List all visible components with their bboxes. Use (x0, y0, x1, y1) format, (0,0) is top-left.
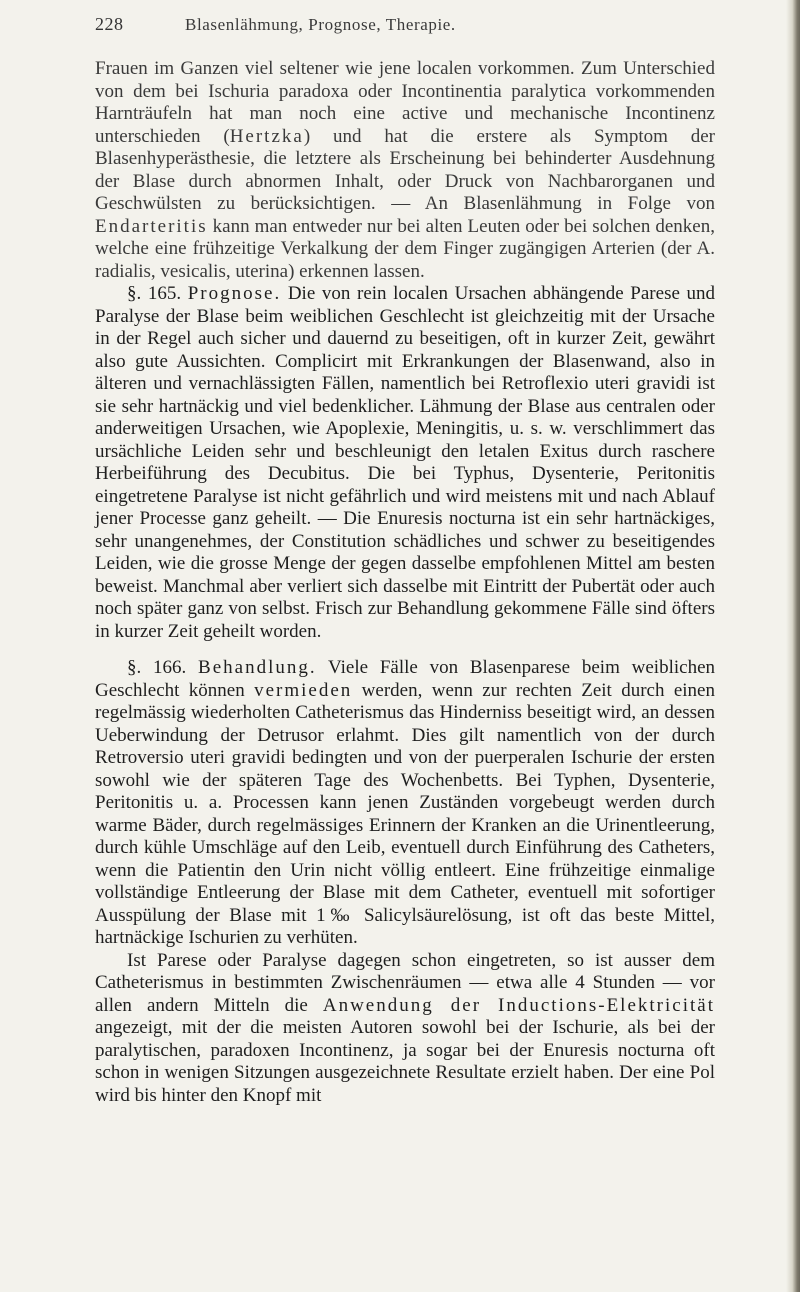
paragraph (95, 58, 715, 283)
paragraph-behandlung (95, 657, 715, 950)
spaced-emphasis: Prognose. (187, 283, 282, 304)
paragraph-prognose (95, 283, 715, 643)
spaced-emphasis: Hertzka (229, 125, 304, 147)
text-run: Viele Fälle von Blasenparese beim weiblichen Geschlecht können (95, 657, 715, 701)
paragraph (95, 950, 715, 1108)
page-header (95, 14, 715, 36)
running-title: Blasenlähmung, Prognose, Therapie. (185, 15, 456, 34)
spaced-emphasis: vermieden (254, 679, 353, 701)
text-run: ) und hat die erstere als Symptom der Blasenhyperästhesie, die letztere als Erscheinung bei behinderter Ausdehnung der Blase durch abnormen Inhalt, oder Druck von Nachbarorganen und Geschwülsten zu berücksichtigen. — An Blasenlähmung in Folge von (95, 125, 715, 214)
body-text (95, 58, 715, 1107)
text-run: kann man entweder nur bei alten Leuten oder bei solchen denken, welche eine frühzeitige Verkalkung der dem Finger zugängigen Arterien (der A. radialis, vesicalis, uterina) erkennen lassen. (95, 215, 715, 282)
text-run: angezeigt, mit der die meisten Autoren sowohl bei der Ischurie, als bei der paralytischen, paradoxen Incontinenz, ja sogar bei der Enuresis nocturna oft schon in wenigen Sitzungen ausgezeichnete Resultate erzielt haben. Der eine Pol wird bis hinter den Knopf mit (95, 1017, 715, 1106)
text-run: Die von rein localen Ursachen abhängende Parese und Paralyse der Blase beim weiblichen Geschlecht ist gleichzeitig mit der Ursache in der Regel auch sicher und dauernd zu beseitigen, oft in kurzer Zeit, gewährt also gute Aussichten. Complicirt mit Erkrankungen der Blasenwand, also in älteren und vernachlässigten Fällen, namentlich bei Retroflexio uteri gravidi ist sie sehr hartnäckig und viel bedenklicher. Lähmung der Blase aus centralen oder anderweitigen Ursachen, wie Apoplexie, Meningitis, u. s. w. verschlimmert das ursächliche Leiden sehr und beschleunigt den letalen Exitus durch raschere Herbeiführung des Decubitus. Die bei Typhus, Dysenterie, Peritonitis eingetretene Paralyse ist nicht gefährlich und wird meistens mit und nach Ablauf jener Processe ganz geheilt. — Die Enuresis nocturna ist ein sehr hartnäckiges, sehr unangenehmes, der Constitution schädliches und schwer zu beseitigendes Leiden, wie die grosse Menge der gegen dasselbe empfohlenen Mittel am besten beweist. Manchmal aber verliert sich dasselbe mit Eintritt der Pubertät oder auch noch später ganz von selbst. Frisch zur Behandlung gekommene Fälle sind öfters in kurzer Zeit geheilt worden. (95, 283, 716, 642)
spaced-emphasis: Endarteritis (95, 215, 208, 237)
text-run: §. 165. (127, 283, 188, 304)
page-edge-shadow (786, 0, 800, 1292)
text-run: §. 166. (127, 657, 199, 678)
page-number: 228 (95, 14, 124, 34)
text-run: Frauen im Ganzen viel seltener wie jene localen vorkommen. Zum Unterschied von dem bei Ischuria paradoxa oder Incontinentia paralytica vorkommenden Harnträufeln hat man noch eine active und mechanische Incontinenz unterschieden ( (95, 58, 715, 147)
text-run: Ist Parese oder Paralyse dagegen schon eingetreten, so ist ausser dem Catheterismus in bestimmten Zwischenräumen — etwa alle 4 Stunden — vor allen andern Mitteln die (95, 949, 715, 1016)
spaced-emphasis: Behandlung. (198, 657, 317, 678)
text-run: werden, wenn zur rechten Zeit durch einen regelmässig wiederholten Catheterismus das Hinderniss beseitigt wird, an dessen Ueberwindung der Detrusor erlahmt. Dies gilt namentlich von der durch Retroversio uteri gravidi bedingten und von der puerperalen Ischurie der ersten sowohl wie der späteren Tage des Wochenbetts. Bei Typhen, Dysenterie, Peritonitis u. a. Processen kann jenen Zuständen vorgebeugt werden durch warme Bäder, durch regelmässiges Erinnern der Kranken an die Urinentleerung, durch kühle Umschläge auf den Leib, eventuell durch Einführung des Catheters, wenn die Patientin den Urin nicht völlig entleert. Eine frühzeitige einmalige vollständige Entleerung der Blase mit dem Catheter, eventuell mit sofortiger Ausspülung der Blase mit 1‰ Salicylsäurelösung, ist oft das beste Mittel, hartnäckige Ischurien zu verhüten. (95, 679, 715, 948)
spaced-emphasis: Anwendung der Inductions-Elektricität (322, 994, 715, 1016)
